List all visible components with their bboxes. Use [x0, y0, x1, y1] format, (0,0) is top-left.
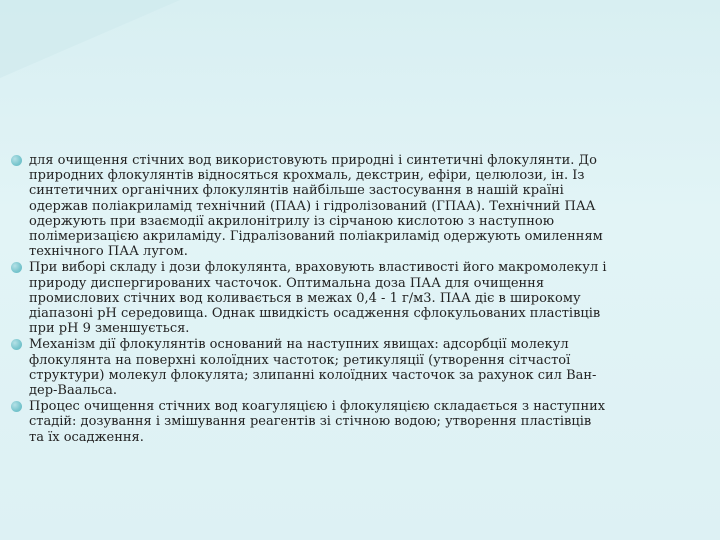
bullet-text: Процес очищення стічних вод коагуляцією і флокуляцією складається з наступних стадій: дозування і змішування реагентів зі стічною водою; утворення пластівців та їх осадження. — [29, 399, 606, 445]
bullet-icon — [11, 262, 22, 273]
bullet-item — [10, 399, 610, 445]
corner-decoration — [0, 0, 180, 78]
bullet-icon — [11, 339, 22, 350]
bullet-text: При виборі складу і дози флокулянта, враховують властивості його макромолекул і природу диспергированих часточок. Оптимальна доза ПАА для очищення промислових стічних вод коливається в межах 0,4 - 1 г/м3. ПАА діє в широкому діапазоні рН середовища. Однак швидкість осадження сфлокульованих пластівців при рН 9 зменшується. — [29, 260, 607, 337]
bullet-icon — [11, 401, 22, 412]
bullet-text: для очищення стічних вод використовують природні і синтетичні флокулянти. До природних флокулянтів відносяться крохмаль, декстрин, ефіри, целюлози, ін. Із синтетичних органічних флокулянтів найбільше застосування в нашій країні одержав поліакриламід технічний (ПАА) і гідролізований (ГПАА). Технічний ПАА одержують при взаємодії акрилонітрилу із сірчаною кислотою з наступною полімеризацією акриламіду. Гідралізований поліакриламід одержують омиленням технічного ПАА лугом. — [29, 153, 603, 260]
bullet-item — [10, 260, 610, 336]
bullet-list — [10, 153, 610, 445]
bullet-text: Механізм дії флокулянтів оснований на наступних явищах: адсорбції молекул флокулянта на поверхні колоїдних частоток; ретикуляції (утворення сітчастої структури) молекул флокулята; злипанні колоїдних часточок за рахунок сил Ван-дер-Ваальса. — [29, 337, 597, 399]
bullet-item — [10, 153, 610, 259]
slide-content — [10, 153, 610, 446]
bullet-item — [10, 337, 610, 398]
bullet-icon — [11, 155, 22, 166]
